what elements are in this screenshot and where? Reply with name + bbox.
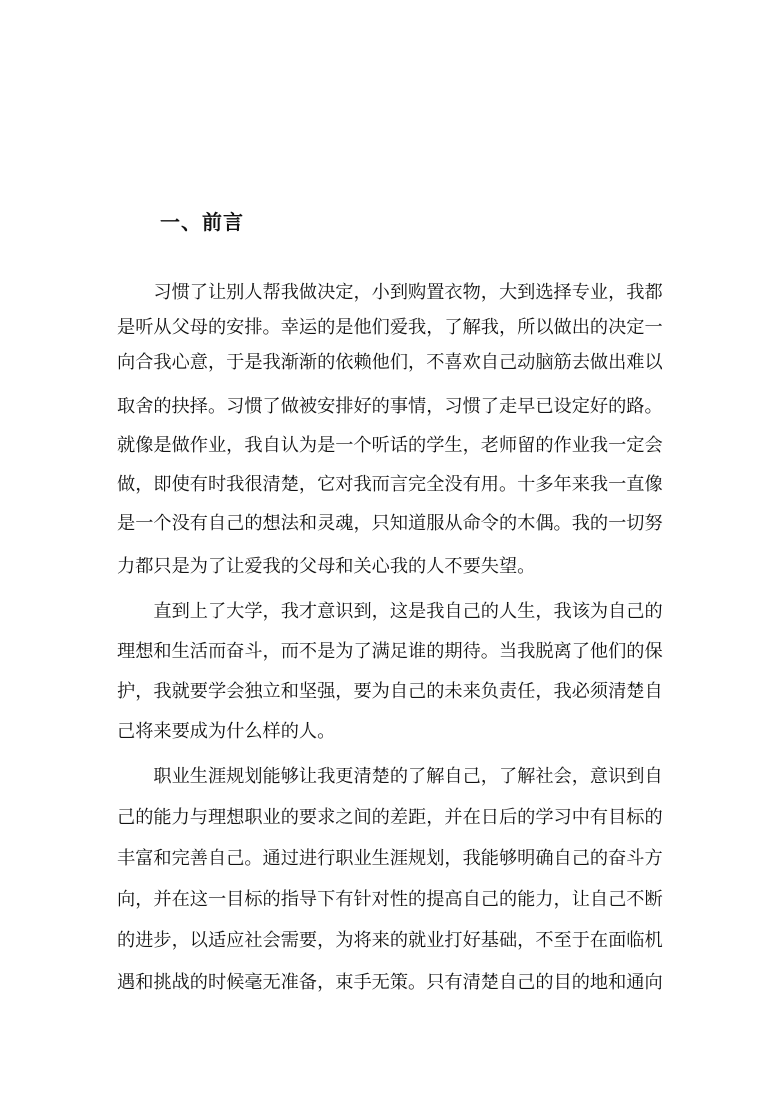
text-line: 向，并在这一目标的指导下有针对性的提高自己的能力，让自己不断	[117, 889, 663, 910]
text-line: 习惯了让别人帮我做决定，小到购置衣物，大到选择专业，我都	[117, 282, 663, 303]
section-heading: 一、前言	[160, 210, 244, 234]
text-line: 力都只是为了让爱我的父母和关心我的人不要失望。	[117, 556, 536, 577]
text-line: 直到上了大学，我才意识到，这是我自己的人生，我该为自己的	[117, 601, 663, 622]
text-line: 己将来要成为什么样的人。	[117, 721, 336, 742]
text-line: 取舍的抉择。习惯了做被安排好的事情，习惯了走早已设定好的路。	[117, 396, 663, 417]
text-line: 理想和生活而奋斗，而不是为了满足谁的期待。当我脱离了他们的保	[117, 641, 663, 662]
text-line: 是听从父母的安排。幸运的是他们爱我，了解我，所以做出的决定一	[117, 317, 663, 338]
text-line: 己的能力与理想职业的要求之间的差距，并在日后的学习中有目标的	[117, 807, 663, 828]
text-line: 的进步，以适应社会需要，为将来的就业打好基础，不至于在面临机	[117, 930, 663, 951]
text-line: 是一个没有自己的想法和灵魂，只知道服从命令的木偶。我的一切努	[117, 513, 663, 534]
text-line: 丰富和完善自己。通过进行职业生涯规划，我能够明确自己的奋斗方	[117, 848, 663, 869]
text-line: 遇和挑战的时候毫无准备，束手无策。只有清楚自己的目的地和通向	[117, 972, 663, 993]
text-line: 做，即使有时我很清楚，它对我而言完全没有用。十多年来我一直像	[117, 474, 663, 495]
text-line: 就像是做作业，我自认为是一个听话的学生，老师留的作业我一定会	[117, 435, 663, 456]
text-line: 向合我心意，于是我渐渐的依赖他们，不喜欢自己动脑筋去做出难以	[117, 352, 663, 373]
text-line: 护，我就要学会独立和坚强，要为自己的未来负责任，我必须清楚自	[117, 681, 663, 702]
text-line: 职业生涯规划能够让我更清楚的了解自己，了解社会，意识到自	[117, 766, 663, 787]
